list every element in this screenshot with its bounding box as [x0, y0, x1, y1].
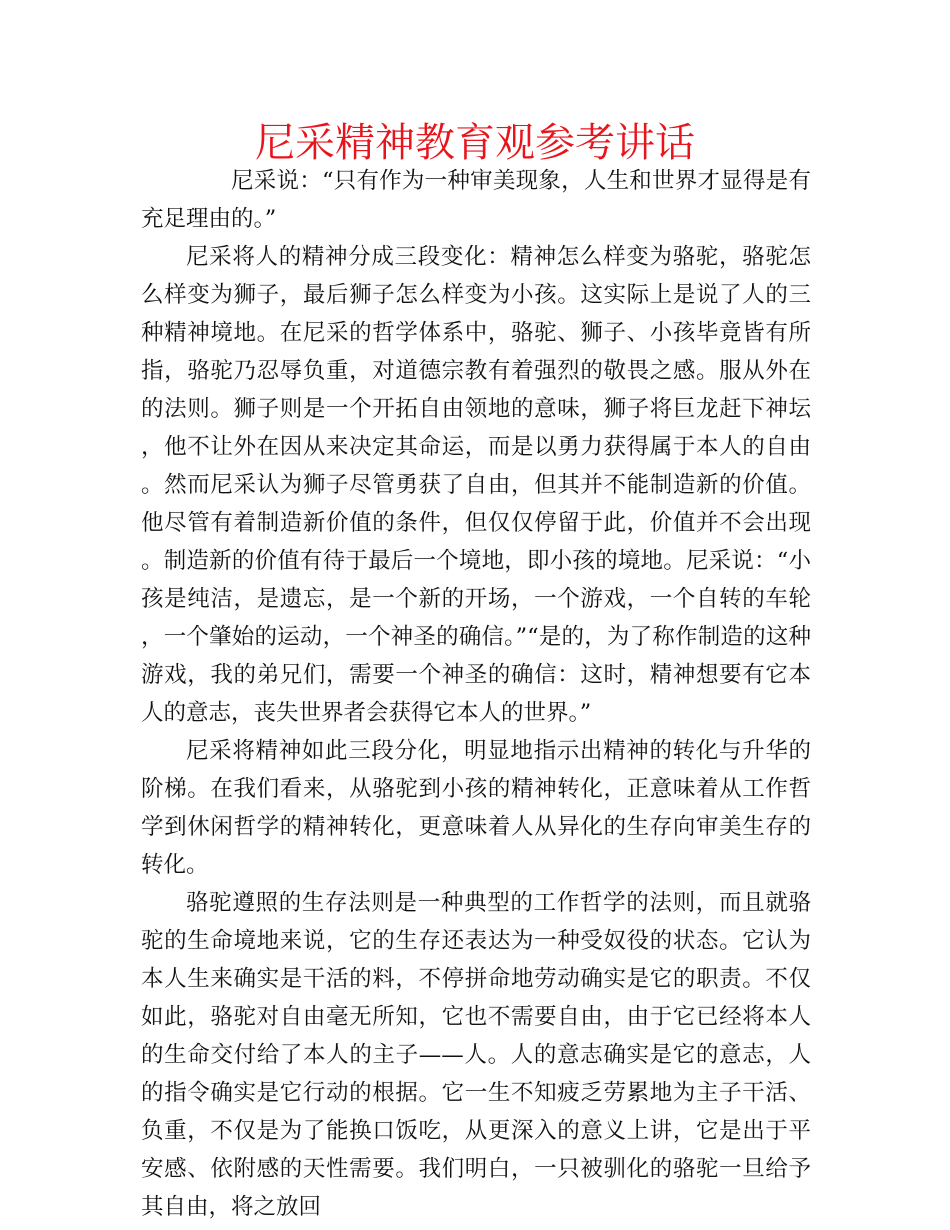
paragraph-3: 尼采将精神如此三段分化，明显地指示出精神的转化与升华的阶梯。在我们看来，从骆驼到小孩的精神转化，正意味着从工作哲学到休闲哲学的精神转化，更意味着人从异化的生存向审美生存的转化。	[141, 738, 811, 878]
document-title: 尼采精神教育观参考讲话	[255, 120, 695, 166]
paragraph-1: 尼采说：“只有作为一种审美现象，人生和世界才显得是有充足理由的。”	[141, 168, 811, 232]
paragraph-4: 骆驼遵照的生存法则是一种典型的工作哲学的法则，而且就骆驼的生命境地来说，它的生存还表达为一种受奴役的状态。它认为本人生来确实是干活的料，不停拼命地劳动确实是它的职责。不仅如此，骆驼对自由毫无所知，它也不需要自由，由于它已经将本人的生命交付给了本人的主子——人。人的意志确实是它的意志，人的指令确实是它行动的根据。它一生不知疲乏劳累地为主子干活、负重，不仅是为了能换口饭吃，从更深入的意义上讲，它是出于平安感、依附感的天性需要。我们明白，一只被驯化的骆驼一旦给予其自由，将之放回	[141, 890, 811, 1220]
document-body	[141, 162, 811, 1226]
paragraph-2: 尼采将人的精神分成三段变化：精神怎么样变为骆驼，骆驼怎么样变为狮子，最后狮子怎么样变为小孩。这实际上是说了人的三种精神境地。在尼采的哲学体系中，骆驼、狮子、小孩毕竟皆有所指，骆驼乃忍辱负重，对道德宗教有着强烈的敬畏之感。服从外在的法则。狮子则是一个开拓自由领地的意味，狮子将巨龙赶下神坛，他不让外在因从来决定其命运，而是以勇力获得属于本人的自由。然而尼采认为狮子尽管勇获了自由，但其并不能制造新的价值。他尽管有着制造新价值的条件，但仅仅停留于此，价值并不会出现。制造新的价值有待于最后一个境地，即小孩的境地。尼采说：“小孩是纯洁，是遗忘，是一个新的开场，一个游戏，一个自转的车轮，一个肇始的运动，一个神圣的确信。”“是的，为了称作制造的这种游戏，我的弟兄们，需要一个神圣的确信：这时，精神想要有它本人的意志，丧失世界者会获得它本人的世界。”	[141, 244, 811, 726]
